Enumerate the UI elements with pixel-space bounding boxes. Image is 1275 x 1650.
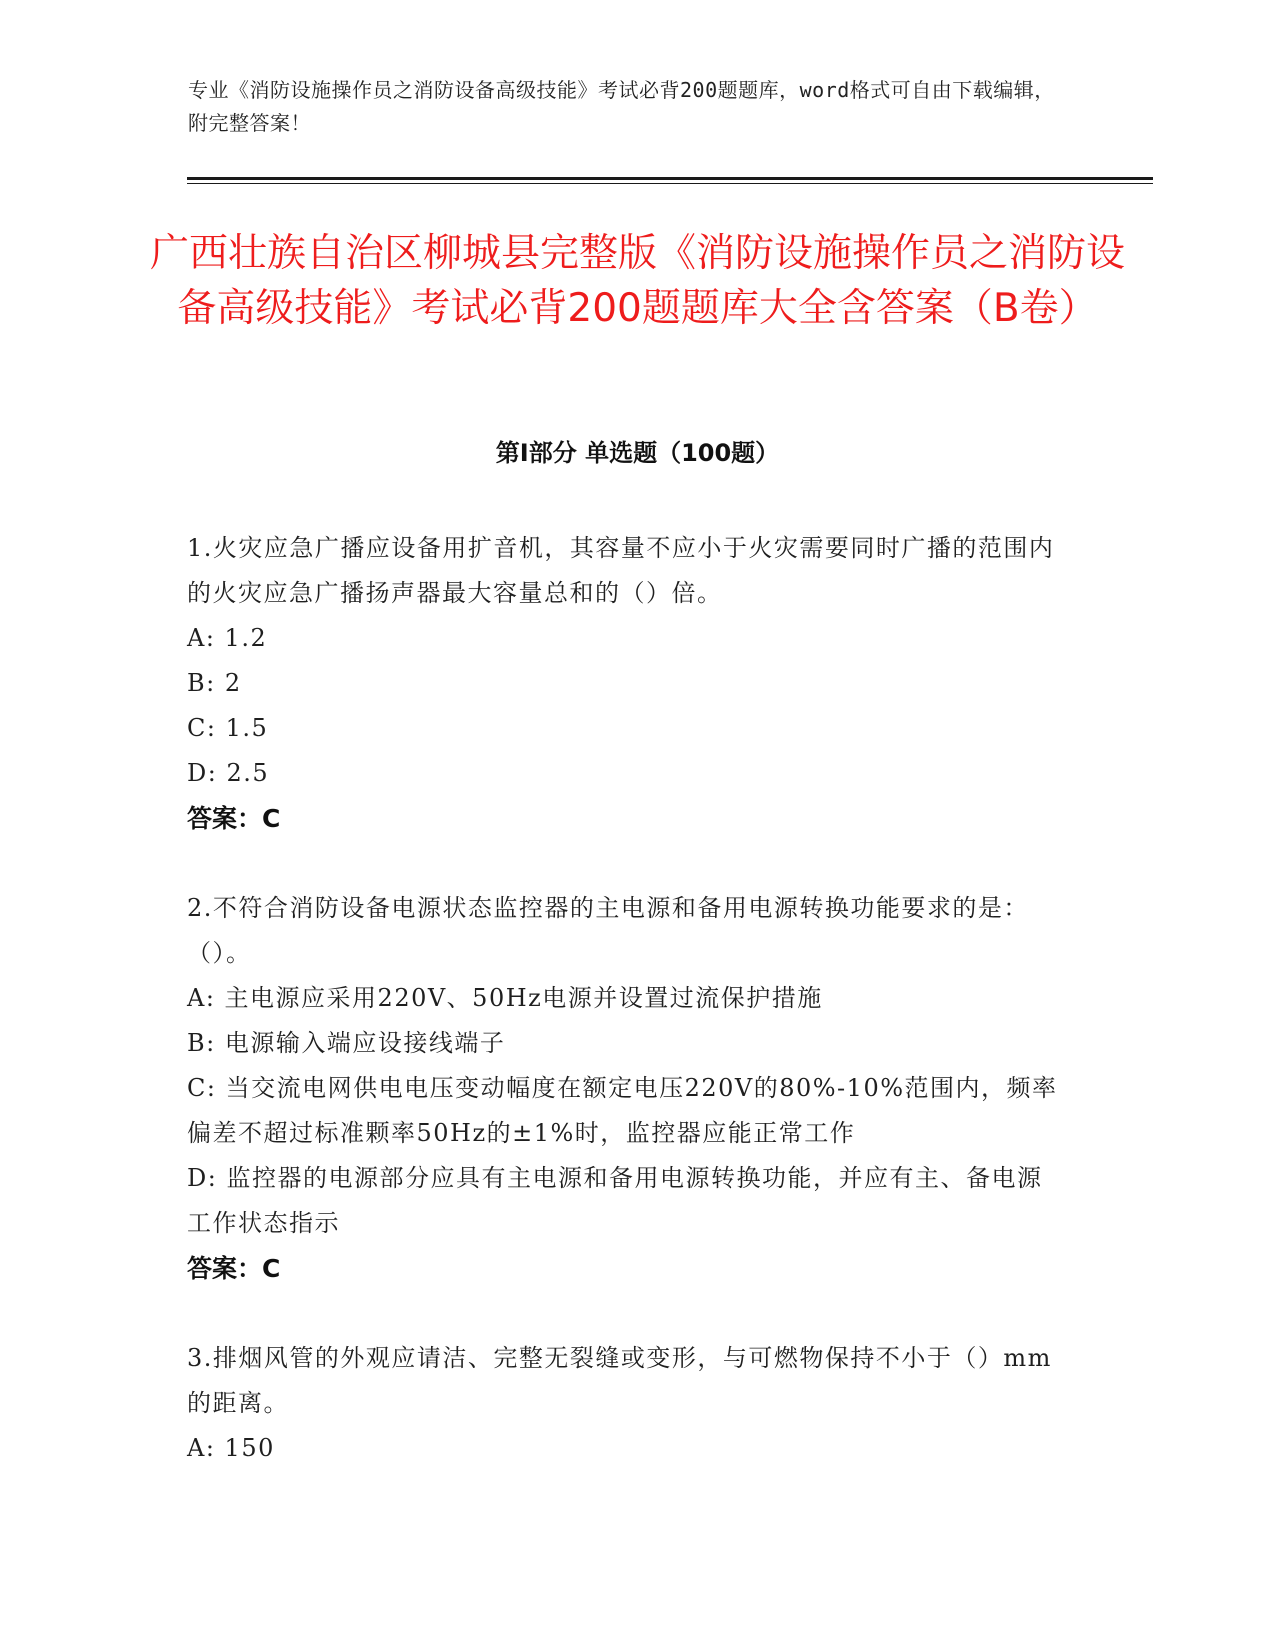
question-1 xyxy=(187,526,1067,841)
option-a: A: 150 xyxy=(187,1434,275,1462)
option-a: A: 1.2 xyxy=(187,624,268,652)
option-b: B: 电源输入端应设接线端子 xyxy=(187,1029,506,1057)
document-title: 广西壮族自治区柳城县完整版《消防设施操作员之消防设备高级技能》考试必背200题题库大全含答案（B卷） xyxy=(149,231,1125,331)
option-a: A: 主电源应采用220V、50Hz电源并设置过流保护措施 xyxy=(187,984,823,1012)
question-text: 3.排烟风管的外观应请洁、完整无裂缝或变形，与可燃物保持不小于（）mm的距离。 xyxy=(187,1344,1052,1417)
question-list xyxy=(187,526,1067,1516)
section-title: 第I部分 单选题（100题） xyxy=(495,439,780,467)
option-c: C: 1.5 xyxy=(187,714,269,742)
question-3 xyxy=(187,1336,1067,1471)
header-rule-thick xyxy=(187,177,1153,180)
option-d: D: 2.5 xyxy=(187,759,270,787)
option-d: D: 监控器的电源部分应具有主电源和备用电源转换功能，并应有主、备电源工作状态指示 xyxy=(187,1164,1043,1237)
question-text: 2.不符合消防设备电源状态监控器的主电源和备用电源转换功能要求的是：（）。 xyxy=(187,894,1029,967)
answer: 答案：C xyxy=(187,1254,281,1283)
header-rule-thin xyxy=(187,183,1153,184)
header-note: 专业《消防设施操作员之消防设备高级技能》考试必背200题题库，word格式可自由下载编辑，附完整答案！ xyxy=(188,78,1055,135)
question-2 xyxy=(187,886,1067,1291)
option-c: C: 当交流电网供电电压变动幅度在额定电压220V的80%-10%范围内，频率偏差不超过标准颗率50Hz的±1%时，监控器应能正常工作 xyxy=(187,1074,1058,1147)
option-b: B: 2 xyxy=(187,669,242,697)
answer: 答案：C xyxy=(187,804,281,833)
question-text: 1.火灾应急广播应设备用扩音机，其容量不应小于火灾需要同时广播的范围内的火灾应急广播扬声器最大容量总和的（）倍。 xyxy=(187,534,1055,607)
